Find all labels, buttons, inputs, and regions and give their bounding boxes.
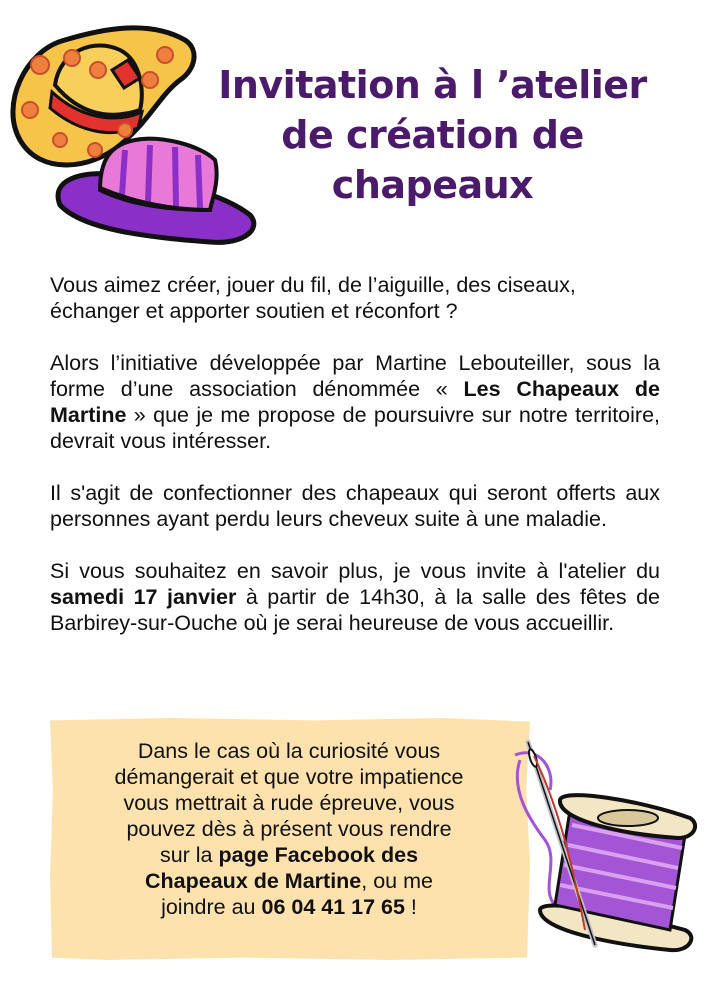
callout-line-7-end: ! (404, 895, 417, 919)
association-name: Les Chapeaux de Martine (50, 377, 660, 427)
callout-line-6-text: , ou me (361, 869, 433, 893)
paragraph-event-text-2: à partir de 14h30, à la salle des fêtes de Barbirey-sur-Ouche où je serai heureuse de vous accueillir. (50, 585, 660, 635)
thread-spool-needle-illustration (500, 730, 700, 965)
callout-line-3: vous mettrait à rude épreuve, vous (123, 791, 455, 815)
callout-line-7-text: joindre au (161, 895, 262, 919)
paragraph-event-text-1: Si vous souhaitez en savoir plus, je vous invite à l'atelier du (50, 559, 660, 583)
invitation-body (50, 272, 660, 636)
callout-text (50, 738, 528, 920)
event-date: samedi 17 janvier (50, 585, 237, 609)
paragraph-intro: Vous aimez créer, jouer du fil, de l’aiguille, des ciseaux, échanger et apporter soutien et réconfort ? (50, 273, 576, 323)
title-line-1: Invitation à l ’atelier (218, 63, 647, 107)
callout-line-1: Dans le cas où la curiosité vous (137, 739, 441, 763)
paragraph-event (50, 558, 660, 636)
paragraph-association (50, 350, 660, 454)
phone-number: 06 04 41 17 65 (261, 895, 405, 919)
facebook-page-name: Chapeaux de Martine (145, 869, 362, 893)
callout-line-5 (50, 842, 528, 868)
callout-line-4: pouvez dès à présent vous rendre (126, 817, 452, 841)
paragraph-association-text-2: » que je me propose de poursuivre sur notre territoire, devrait vous intéresser. (50, 403, 660, 453)
title-line-3: chapeaux (331, 163, 534, 207)
callout-line-7 (50, 894, 528, 920)
paragraph-purpose: Il s'agit de confectionner des chapeaux qui seront offerts aux personnes ayant perdu leurs cheveux suite à une maladie. (50, 481, 660, 531)
callout-line-6 (50, 868, 528, 894)
paragraph-association-text-1: Alors l’initiative développée par Martine Lebouteiller, sous la forme d’une association dénommée « (50, 351, 660, 401)
facebook-page-link: page Facebook des (218, 843, 419, 867)
callout-line-2: démangerait et que votre impatience (114, 765, 464, 789)
title-line-2: de création de (281, 113, 584, 157)
page-title (205, 60, 660, 210)
callout-line-5-text: sur la (159, 843, 219, 867)
